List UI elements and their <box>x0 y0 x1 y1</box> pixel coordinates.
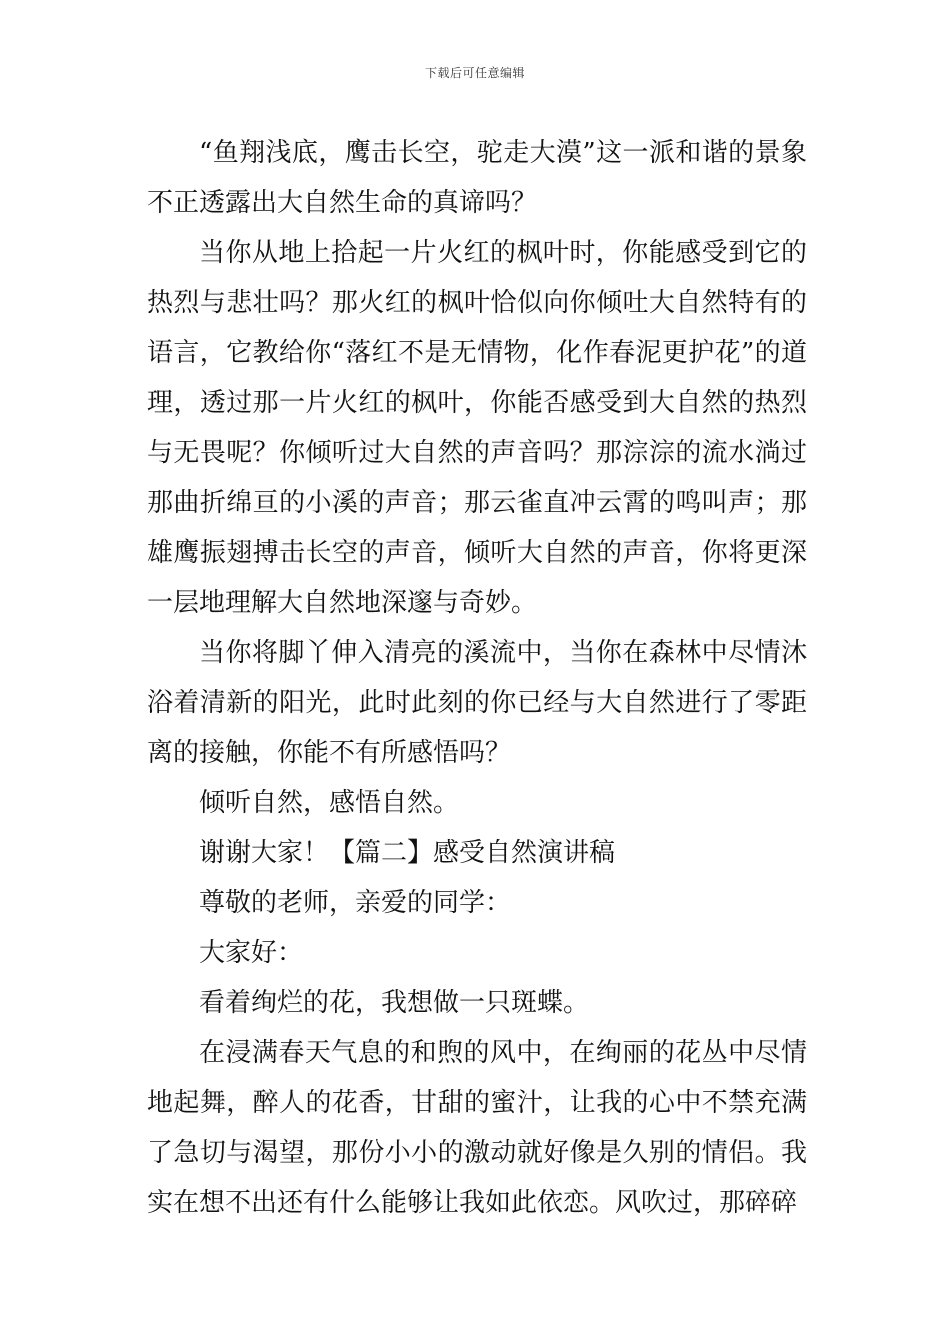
paragraph-2: 当你从地上拾起一片火红的枫叶时，你能感受到它的热烈与悲壮吗？那火红的枫叶恰似向你倾吐大自然特有的语言，它教给你“落红不是无情物，化作春泥更护花”的道理，透过那一片火红的枫叶，你能否感受到大自然的热烈与无畏呢？你倾听过大自然的声音吗？那淙淙的流水淌过那曲折绵亘的小溪的声音；那云雀直冲云霄的鸣叫声；那雄鹰振翅搏击长空的声音，倾听大自然的声音，你将更深一层地理解大自然地深邃与奇妙。 <box>147 238 807 618</box>
paragraph-1: “鱼翔浅底，鹰击长空，驼走大漠”这一派和谐的景象不正透露出大自然生命的真谛吗？ <box>147 138 807 218</box>
paragraph-7: 大家好： <box>199 938 304 968</box>
paragraph-5: 谢谢大家！【篇二】感受自然演讲稿 <box>199 838 616 868</box>
paragraph-9: 在浸满春天气息的和煦的风中，在绚丽的花丛中尽情地起舞，醉人的花香，甘甜的蜜汁，让我的心中不禁充满了急切与渴望，那份小小的激动就好像是久别的情侣。我实在想不出还有什么能够让我如此依恋。风吹过，那碎碎 <box>147 1038 807 1218</box>
document-body <box>147 128 807 1228</box>
paragraph-6: 尊敬的老师，亲爱的同学： <box>199 888 512 918</box>
paragraph-8: 看着绚烂的花，我想做一只斑蝶。 <box>199 988 590 1018</box>
paragraph-4: 倾听自然，感悟自然。 <box>199 788 460 818</box>
paragraph-3: 当你将脚丫伸入清亮的溪流中，当你在森林中尽情沐浴着清新的阳光，此时此刻的你已经与大自然进行了零距离的接触，你能不有所感悟吗？ <box>147 638 807 768</box>
page-header: 下载后可任意编辑 <box>424 66 525 80</box>
